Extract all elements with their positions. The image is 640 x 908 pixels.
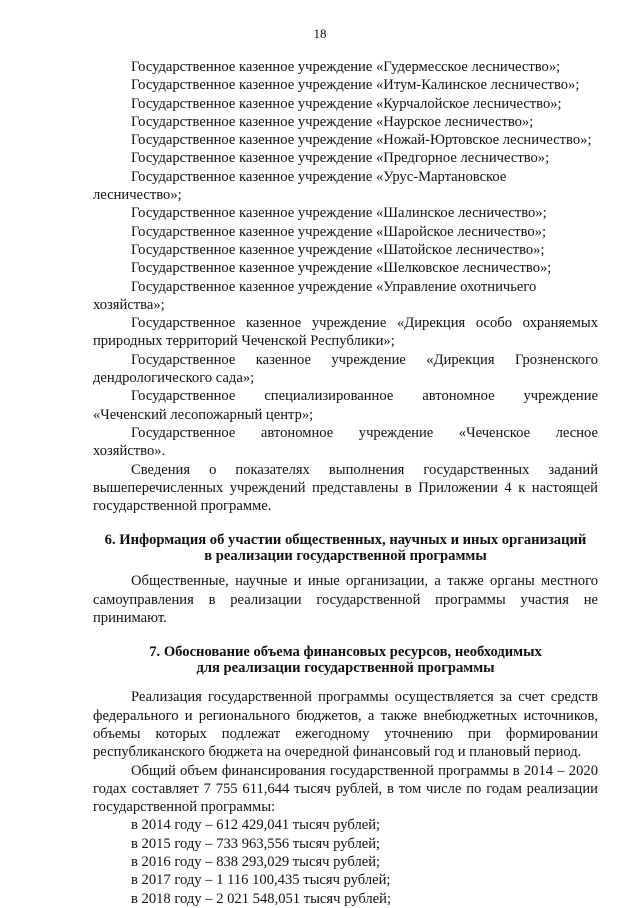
list-item: в 2018 году – 2 021 548,051 тысяч рублей; — [131, 890, 392, 907]
list-item-line: Государственное казенное учреждение «Дирекция особо охраняемых — [131, 315, 598, 332]
tasks-paragraph: Сведения о показателях выполнения государственных заданий вышеперечисленных учреждений представлены в Приложении 4 к настоящей государственной программе. — [93, 461, 598, 515]
section-7-paragraph-1: Реализация государственной программы осуществляется за счет средств федерального и регионального бюджетов, а также внебюджетных источников, объемы которых подлежат ежегодному уточнению при формировании республиканского бюджета на очередной финансовый год и плановый период. — [93, 689, 598, 761]
list-item-continuation: хозяйство». — [93, 443, 166, 460]
section-7 — [93, 645, 598, 908]
list-item: Государственное казенное учреждение «Ножай-Юртовское лесничество»; — [131, 132, 592, 149]
section-7-title-line1: 7. Обоснование объема финансовых ресурсов, необходимых — [149, 644, 542, 661]
list-item-line: Государственное казенное учреждение «Дирекция Грозненского — [131, 351, 598, 368]
funding-years-list — [93, 816, 598, 907]
list-item: Государственное казенное учреждение «Шатойское лесничество»; — [131, 241, 545, 258]
page-number: 18 — [313, 26, 327, 41]
list-item-line: Государственное специализированное автономное учреждение — [131, 388, 598, 405]
institutions-list — [93, 58, 598, 461]
list-item-line: Государственное автономное учреждение «Чеченское лесное — [131, 424, 598, 441]
list-item: Государственное казенное учреждение «Урус-Мартановское лесничество»; — [93, 168, 507, 204]
list-item: Государственное казенное учреждение «Наурское лесничество»; — [131, 113, 534, 130]
section-7-title — [93, 645, 598, 676]
list-item-wrapped — [93, 314, 598, 351]
section-6-title-line2: в реализации государственной программы — [204, 547, 487, 564]
list-item: в 2016 году – 838 293,029 тысяч рублей; — [131, 853, 381, 870]
list-item: в 2014 году – 612 429,041 тысяч рублей; — [131, 817, 381, 834]
list-item-wrapped — [93, 387, 598, 424]
list-item-wrapped — [93, 351, 598, 388]
list-item: Государственное казенное учреждение «Итум-Калинское лесничество»; — [131, 77, 580, 94]
section-6-title — [93, 533, 598, 564]
page-content — [93, 58, 598, 908]
list-item-continuation: «Чеченский лесопожарный центр»; — [93, 406, 314, 423]
list-item: Государственное казенное учреждение «Шаройское лесничество»; — [131, 223, 547, 240]
list-item-continuation: дендрологического сада»; — [93, 370, 255, 387]
list-item: в 2015 году – 733 963,556 тысяч рублей; — [131, 835, 381, 852]
list-item: Государственное казенное учреждение «Предгорное лесничество»; — [131, 150, 550, 167]
list-item: Государственное казенное учреждение «Курчалойское лесничество»; — [131, 95, 562, 112]
section-7-title-line2: для реализации государственной программы — [196, 659, 495, 676]
list-item-wrapped — [93, 424, 598, 461]
list-item: Государственное казенное учреждение «Гудермесское лесничество»; — [131, 59, 561, 75]
section-6-title-line1: 6. Информация об участии общественных, научных и иных организаций — [104, 532, 587, 549]
list-item: Государственное казенное учреждение «Управление охотничьего хозяйства»; — [93, 278, 537, 313]
section-7-paragraph-2: Общий объем финансирования государственной программы в 2014 – 2020 годах составляет 7 755 611,644 тысяч рублей, в том числе по годам реализации государственной программы: — [93, 762, 598, 816]
list-item-continuation: природных территорий Чеченской Республики»; — [93, 333, 395, 350]
list-item: в 2017 году – 1 116 100,435 тысяч рублей; — [131, 872, 391, 889]
list-item: Государственное казенное учреждение «Шелковское лесничество»; — [131, 260, 552, 277]
section-6-paragraph: Общественные, научные и иные организации, а также органы местного самоуправления в реализации государственной программы участия не принимают. — [93, 573, 598, 627]
section-6 — [93, 533, 598, 627]
list-item: Государственное казенное учреждение «Шалинское лесничество»; — [131, 205, 547, 222]
